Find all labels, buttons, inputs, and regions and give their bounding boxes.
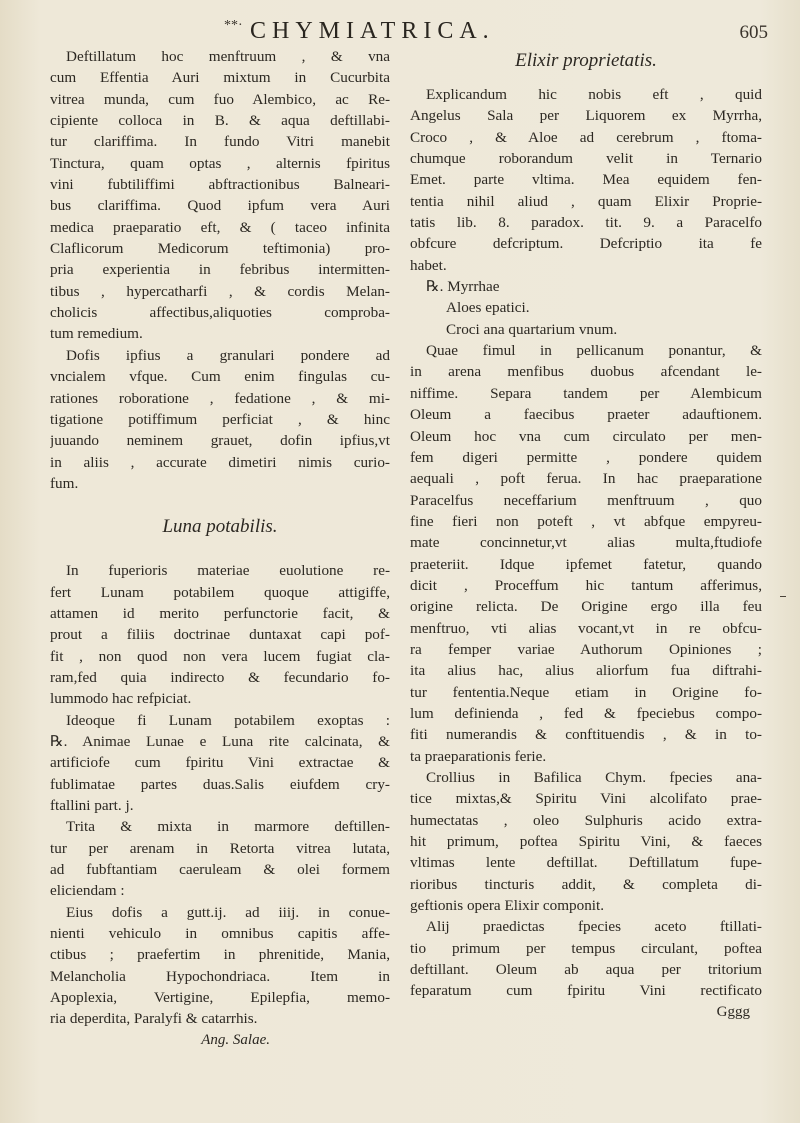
text-line: ℞. Animae Lunae e Luna rite calcinata, & <box>50 732 390 750</box>
spacer <box>410 76 762 84</box>
text-line: tice mixtas,& Spiritu Vini alcolifato prae- <box>410 790 762 808</box>
text-line: feparatum cum fpiritu Vini rectificato <box>410 982 762 1000</box>
text-line: ram,fed quia indirecto & fecundario fo- <box>50 668 390 686</box>
text-line: ta praeparationis ferie. <box>410 747 547 765</box>
paragraph-quae-fimul <box>410 340 762 767</box>
text-line: Aloes epatici. <box>446 299 530 317</box>
text-line: Claflicorum Medicorum teftimonia) pro- <box>50 240 390 258</box>
text-line: ita alius hac, alius aliorfum fua diftrahi- <box>410 662 762 680</box>
text-line: tentia nihil aliud , quam Elixir Proprie- <box>410 192 762 210</box>
text-line: ℞. Myrrhae <box>426 278 500 296</box>
text-line: lummodo hac refpiciat. <box>50 690 192 708</box>
ornament-mark: **· <box>224 18 243 33</box>
paragraph-deftillatum <box>50 46 390 345</box>
text-line: ria deperdita, Paralyfi & catarrhis. <box>50 1010 258 1028</box>
text-line: fum. <box>50 474 79 492</box>
text-line: cholicis affectibus,aliquoties comproba- <box>50 304 390 322</box>
text-line: attamen id merito perfunctorie facit, & <box>50 604 390 622</box>
text-line: rioribus tincturis addit, & completa di- <box>410 875 762 893</box>
text-line: Angelus Sala per Liquorem ex Myrrha, <box>410 107 762 125</box>
text-line: Croci ana quartarium vnum. <box>446 320 618 338</box>
text-line: pria experientia in febribus intermitten- <box>50 261 390 279</box>
paragraph-eius-dofis <box>50 902 390 1030</box>
text-line: Melancholia Hypochondriaca. Item in <box>50 967 390 985</box>
catchword-right: Gggg <box>716 1003 750 1020</box>
text-line: tio primum per tempus circulant, poftea <box>410 939 762 957</box>
text-line: tatis lib. 8. paradox. tit. 9. a Paracelfo <box>410 214 762 232</box>
paragraph-trita <box>50 816 390 901</box>
text-line: Alij praedictas fpecies aceto ftillati- <box>426 918 762 936</box>
text-line: medica praeparatio eft, & ( taceo infinita <box>50 218 390 236</box>
text-line: niffime. Separa tandem per Alembicum <box>410 384 762 402</box>
text-line: Quae fimul in pellicanum ponantur, & <box>426 342 762 360</box>
text-line: vltimas lente deftillat. Deftillatum fupe- <box>410 854 762 872</box>
text-line: tur clariffima. In fundo Vitri manebit <box>50 133 390 151</box>
spacer <box>50 494 390 512</box>
text-line: ad fubftantiam caeruleam & olei formem <box>50 861 390 879</box>
text-line: vini fubtiliffimi abftractionibus Balneari- <box>50 176 390 194</box>
text-line: Tinctura, quam optas , alternis fpiritus <box>50 154 390 172</box>
text-line: rationes roboratione , fedatione , & mi- <box>50 389 390 407</box>
text-line: Deftillatum hoc menftruum , & vna <box>66 48 390 65</box>
text-line: fem digeri permitte , pondere quidem <box>410 448 762 466</box>
text-line: in aliis , accurate dimetiri nimis curio- <box>50 453 390 471</box>
running-title: CHYMIATRICA. <box>250 18 495 44</box>
text-line: deftillant. Oleum ab aqua per tritorium <box>410 961 762 979</box>
text-line: fublimatae partes duas.Salis eiufdem cry- <box>50 775 390 793</box>
right-column <box>410 46 762 1023</box>
text-line: ra femper variae Authorum Opiniones ; <box>410 640 762 658</box>
text-line: geftionis opera Elixir componit. <box>410 897 605 915</box>
text-line: menftruo, vti alias vocant,vt in re obfcu- <box>410 619 762 637</box>
text-line: Explicandum hic nobis eft , quid <box>426 86 762 103</box>
text-line: mate concinnetur,vt alias multa,ftudiofe <box>410 534 762 552</box>
text-line: fiti numerandis & conftituendis , & in to- <box>410 726 762 744</box>
text-line: cipiente colloca in B. & aqua deftillabi- <box>50 112 390 130</box>
text-line: in arena menfibus duobus afcendant le- <box>410 363 762 381</box>
text-line: nienti vehiculo in omnibus capitis affe- <box>50 925 390 943</box>
text-line: Croco , & Aloe ad cerebrum , ftoma- <box>410 128 762 146</box>
text-line: humectatas , oleo Sulphuris acido extra- <box>410 811 762 829</box>
text-line: chumque roborandum velit in Ternario <box>410 150 762 168</box>
text-line: bus clariffima. Quod ipfum vera Auri <box>50 197 390 215</box>
text-line: tur per arenam in Retorta vitrea lutata, <box>50 839 390 857</box>
catchword-left: Ang. Salae. <box>201 1031 270 1048</box>
text-line: cum Effentia Auri mixtum in Cucurbita <box>50 69 390 87</box>
section-heading-elixir-proprietatis: Elixir proprietatis. <box>515 50 657 71</box>
text-line: tigatione potiffimum perficiat , & hinc <box>50 410 390 428</box>
paragraph-crollius <box>410 767 762 1002</box>
text-line: fert Lunam potabilem quoque attigiffe, <box>50 583 390 601</box>
text-line: artificiofe cum fpiritu Vini extractae & <box>50 754 390 772</box>
page-header <box>0 18 800 48</box>
text-line: tibus , hypercatharfi , & cordis Melan- <box>50 282 390 300</box>
text-line: vitrea munda, cum fuo Alembico, ac Re- <box>50 90 390 108</box>
text-line: fine fieri non poteft , vt abfque empyreu- <box>410 512 762 530</box>
text-line: Oleum hoc vna cum circulato per men- <box>410 427 762 445</box>
text-line: tum remedium. <box>50 325 143 343</box>
text-line: Paracelfus neceffarium menftruum , quo <box>410 491 762 509</box>
text-line: juuando neminem grauet, dofin ipfius,vt <box>50 432 390 450</box>
text-line: aequali , poft ferua. In hac praeparatione <box>410 470 762 488</box>
margin-mark <box>780 596 786 597</box>
text-line: ftallini part. j. <box>50 797 134 814</box>
paragraph-in-superioris <box>50 560 390 709</box>
text-line: Apoplexia, Vertigine, Epilepfia, memo- <box>50 989 390 1007</box>
section-heading-luna-potabilis: Luna potabilis. <box>162 516 278 538</box>
text-line: obfcure defcriptum. Defcriptio ita fe <box>410 235 762 253</box>
paragraph-explicandum <box>410 84 762 276</box>
text-line: tur fententia.Neque etiam in Origine fo- <box>410 683 762 701</box>
page-number: 605 <box>739 22 768 43</box>
text-line: Emet. parte vltima. Mea equidem fen- <box>410 171 762 189</box>
text-line: praeteriit. Idque ipfemet fatetur, quando <box>410 555 762 573</box>
text-line: ctibus ; praefertim in phrenitide, Mania, <box>50 946 390 964</box>
text-line: Trita & mixta in marmore deftillen- <box>66 818 390 836</box>
text-line: hit primum, poftea Spiritu Vini, & faeces <box>410 833 762 851</box>
text-line: Eius dofis a gutt.ij. ad iiij. in conue- <box>66 903 390 921</box>
text-line: Crollius in Bafilica Chym. fpecies ana- <box>426 769 762 786</box>
text-line: In fuperioris materiae euolutione re- <box>66 562 390 580</box>
text-line: habet. <box>410 256 447 274</box>
text-line: fit , non quod non vera lucem fugiat cla- <box>50 647 390 665</box>
text-line: eliciendam : <box>50 882 125 900</box>
text-line: vncialem vfque. Cum enim fingulas cu- <box>50 368 390 386</box>
text-line: Oleum a faecibus praeter adauftionem. <box>410 406 762 424</box>
text-line: lum definienda , fed & fpeciebus compo- <box>410 704 762 722</box>
text-line: Ideoque fi Lunam potabilem exoptas : <box>66 711 390 729</box>
paragraph-ideoque <box>50 710 390 817</box>
left-column <box>50 46 390 1051</box>
paragraph-dofis <box>50 345 390 494</box>
text-line: Dofis ipfius a granulari pondere ad <box>66 346 390 364</box>
text-line: prout a filiis doctrinae duntaxat capi pof- <box>50 626 390 644</box>
spacer <box>50 542 390 560</box>
recipe-block <box>410 276 762 340</box>
text-line: dicit , Proceffum hic tantum afferimus, <box>410 576 762 594</box>
text-line: origine relicta. De Origine ergo illa feu <box>410 598 762 616</box>
